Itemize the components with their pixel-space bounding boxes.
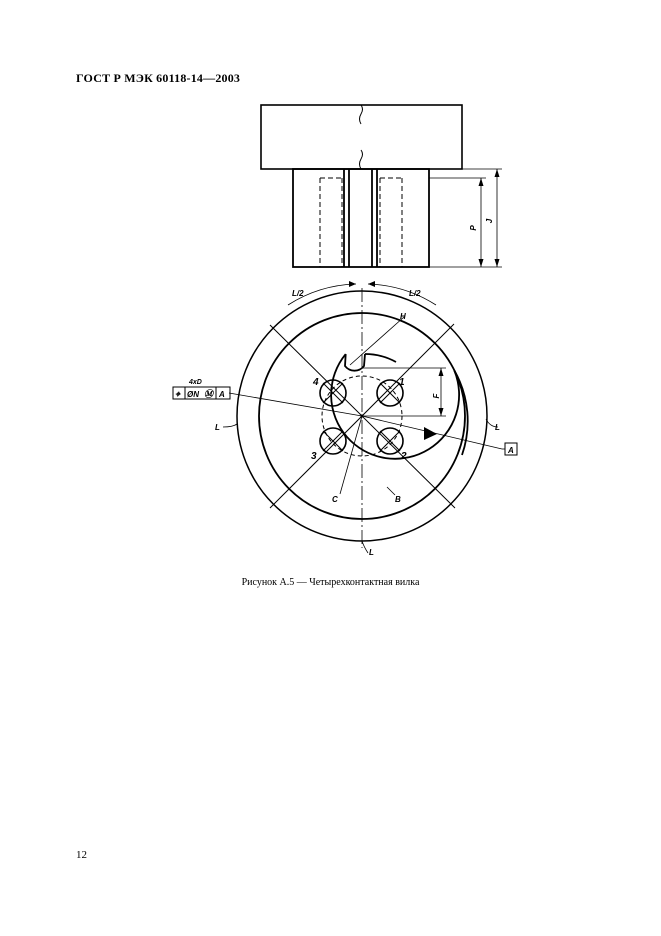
pin-label-1: 1 [399, 377, 405, 388]
label-f: F [432, 393, 441, 399]
tolerance-frame [173, 379, 230, 399]
key-arc [365, 354, 396, 362]
front-view [223, 284, 505, 553]
tolerance-value: ØN [187, 390, 199, 399]
side-view [261, 105, 502, 267]
label-half-left: L/2 [292, 289, 304, 298]
dimension-half-right [368, 284, 436, 305]
pin-block [293, 169, 429, 267]
label-p: P [469, 225, 478, 231]
label-h: H [400, 312, 406, 321]
label-half-right: L/2 [409, 289, 421, 298]
plug-body [261, 105, 462, 169]
pin-label-4: 4 [313, 377, 319, 388]
tolerance-datum: A [219, 390, 225, 399]
label-j: J [485, 218, 494, 224]
datum-a-label: A [508, 446, 514, 455]
label-b: B [395, 495, 401, 504]
figure-caption: Рисунок А.5 — Четырехконтактная вилка [241, 577, 420, 588]
pin-label-2: 2 [401, 451, 407, 462]
label-c: C [332, 495, 338, 504]
modifier-m-icon: Ⓜ [204, 389, 214, 399]
label-l-left: L [215, 423, 220, 432]
leader-l-bottom [362, 541, 368, 553]
leader-l-left [223, 424, 237, 427]
break-line [360, 105, 363, 169]
label-l-bottom: L [369, 548, 374, 557]
position-symbol: ⌖ [175, 389, 181, 399]
tolerance-count: 4xD [189, 379, 202, 386]
label-l-right: L [495, 423, 500, 432]
document-header: ГОСТ Р МЭК 60118-14—2003 [76, 71, 241, 85]
page-number: 12 [76, 849, 87, 861]
pin-label-3: 3 [311, 451, 317, 462]
leader-b [387, 487, 395, 495]
leader-h [350, 317, 404, 365]
